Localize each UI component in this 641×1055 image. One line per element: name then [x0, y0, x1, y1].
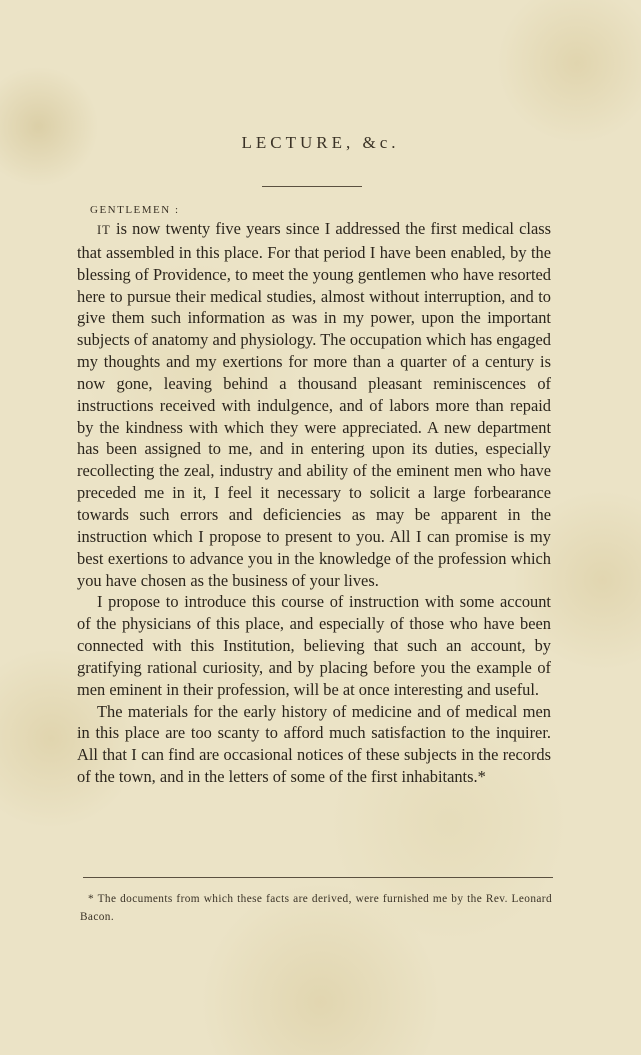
- paragraph-lead: IT: [97, 223, 111, 237]
- page-title: LECTURE, &c.: [241, 133, 400, 152]
- footnote: [80, 890, 552, 926]
- title-divider: [262, 186, 362, 187]
- footnote-text: * The documents from which these facts are derived, were furnished me by the Rev. Leonard Bacon.: [80, 893, 552, 923]
- footnote-divider: [83, 877, 553, 878]
- paragraph: I propose to introduce this course of instruction with some account of the physicians of this place, and especially of those who have been connected with this Institution, believing that such an account, by gratifying rational curiosity, and by placing before you the example of men eminent in their profession, will be at once interesting and useful.: [77, 592, 551, 699]
- paragraph: [77, 218, 551, 591]
- salutation: GENTLEMEN :: [90, 204, 180, 216]
- body-text: [77, 218, 551, 788]
- paragraph: The materials for the early history of medicine and of medical men in this place are too scanty to afford much satisfaction to the inquirer. All that I can find are occasional notices of these subjects in the records of the town, and in the letters of some of the first inhabitants.*: [77, 701, 551, 787]
- paragraph-text: is now twenty five years since I addressed the first medical class that assembled in this place. For that period I have been enabled, by the blessing of Providence, to meet the young gentlemen who have resorted here to pursue their medical studies, almost without interruption, and to give them such information as was in my power, upon the important subjects of anatomy and physiology. The occupation which has engaged my thoughts and my exertions for more than a quarter of a century is now gone, leaving behind a thousand pleasant reminiscences of instructions received with indulgence, and of labors more than repaid by the kindness with which they were appreciated. A new department has been assigned to me, and in entering upon its duties, especially recollecting the zeal, industry and ability of the eminent men who have preceded me in it, I feel it necessary to solicit a large forbearance towards such errors and deficiencies as may be apparent in the instruction which I propose to present to you. All I can promise is my best exertions to advance you in the knowledge of the profession which you have chosen as the business of your lives.: [77, 219, 551, 590]
